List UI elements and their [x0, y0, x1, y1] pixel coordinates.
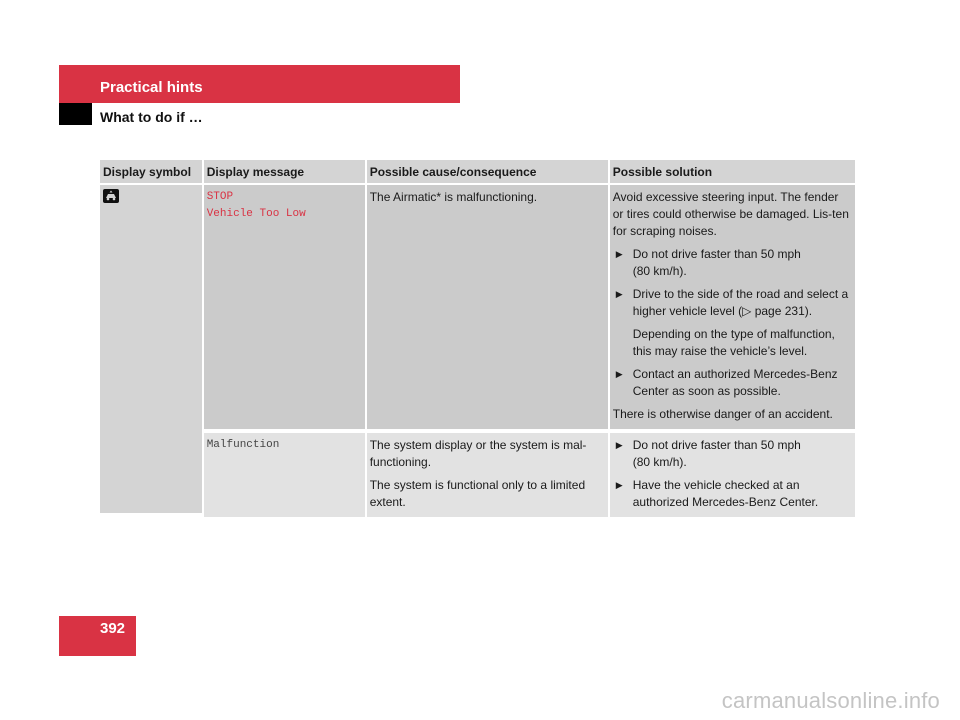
page-number: 392 — [100, 620, 126, 637]
solution-step: ▶ Contact an authorized Mercedes-Benz Center as soon as possible. — [615, 367, 838, 398]
solution-cell — [610, 433, 855, 517]
column-header-message: Display message — [204, 160, 367, 185]
message-cell — [204, 185, 367, 433]
page-ref-icon: ▷ — [742, 304, 752, 318]
column-header-symbol: Display symbol — [100, 160, 204, 185]
solution-cell — [610, 185, 855, 433]
vehicle-level-warning-icon — [103, 189, 119, 203]
cause-cell — [367, 433, 610, 517]
solution-step: ▶ Do not drive faster than 50 mph (80 km/h). — [615, 438, 801, 469]
arrow-bullet-icon: ▶ — [615, 369, 623, 379]
arrow-bullet-icon: ▶ — [615, 289, 623, 299]
column-header-solution: Possible solution — [610, 160, 855, 185]
table-row — [100, 433, 855, 517]
symbol-cell — [100, 185, 204, 517]
cause-text: The system display or the system is mal-functioning. — [369, 438, 587, 469]
message-vehicle-too-low: Vehicle Too Low — [206, 208, 306, 220]
troubleshooting-table — [100, 160, 855, 517]
message-malfunction: Malfunction — [206, 439, 280, 451]
solution-step: ▶ Have the vehicle checked at an authorized Mercedes-Benz Center. — [615, 478, 819, 509]
page-reference[interactable]: page 231 — [754, 304, 805, 318]
cause-text: The system is functional only to a limited extent. — [369, 478, 586, 509]
solution-intro: Avoid excessive steering input. The fender or tires could otherwise be damaged. Lis-ten for scraping noises. — [612, 190, 849, 238]
message-cell — [204, 433, 367, 517]
watermark: carmanualsonline.info — [721, 688, 940, 713]
section-title: Practical hints — [100, 79, 203, 96]
table-row — [100, 185, 855, 433]
page-subtitle: What to do if … — [100, 109, 203, 125]
cause-text: The Airmatic* is malfunctioning. — [369, 190, 538, 204]
solution-warning: There is otherwise danger of an accident. — [612, 407, 833, 421]
message-stop: STOP — [206, 191, 234, 203]
arrow-bullet-icon: ▶ — [615, 480, 623, 490]
solution-step: ▶ Do not drive faster than 50 mph (80 km/h). — [615, 247, 801, 278]
solution-note: Depending on the type of malfunction, this may raise the vehicle’s level. — [632, 327, 835, 358]
arrow-bullet-icon: ▶ — [615, 440, 623, 450]
cause-cell — [367, 185, 610, 433]
column-header-cause: Possible cause/consequence — [367, 160, 610, 185]
header-marker — [59, 103, 92, 125]
solution-step: ▶ Drive to the side of the road and select a higher vehicle level (▷ page 231). — [615, 287, 849, 318]
table-header-row — [100, 160, 855, 185]
arrow-bullet-icon: ▶ — [615, 249, 623, 259]
